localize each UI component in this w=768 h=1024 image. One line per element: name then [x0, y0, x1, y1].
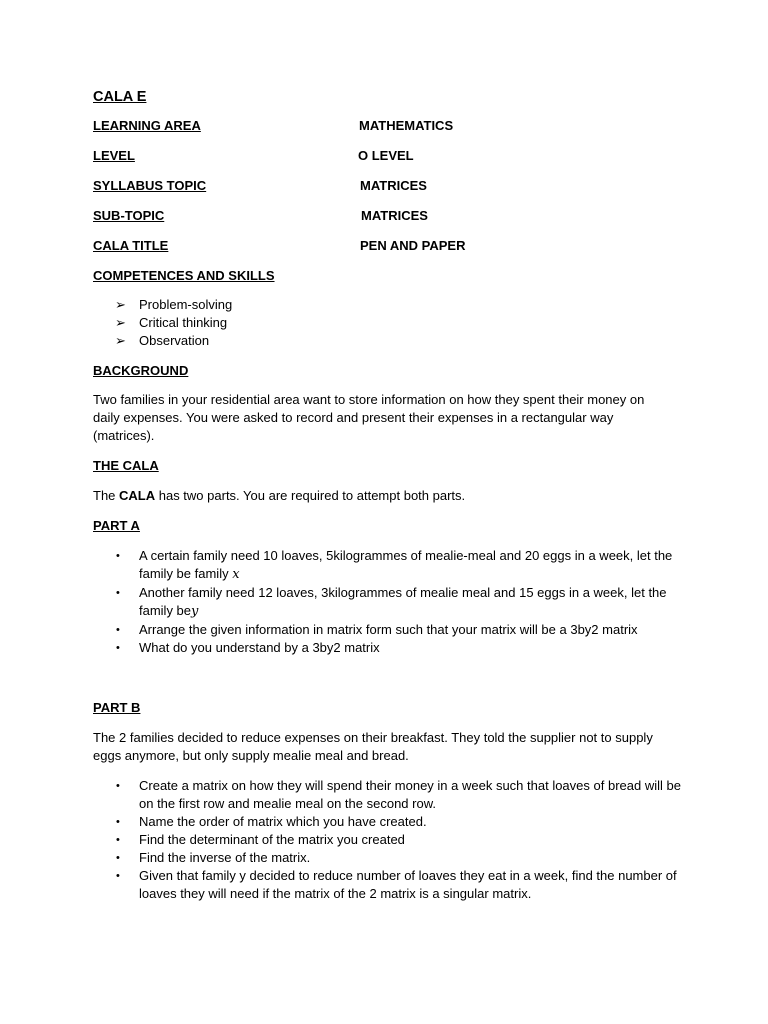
- part-b-list: [93, 777, 693, 903]
- list-item: [93, 867, 693, 903]
- dot-bullet-icon: •: [116, 550, 120, 562]
- info-label: SYLLABUS TOPIC: [93, 178, 207, 193]
- list-item-text: Critical thinking: [139, 315, 228, 330]
- info-value: MATHEMATICS: [359, 118, 454, 133]
- document-page: [93, 88, 693, 903]
- the-cala-heading: THE CALA: [93, 458, 159, 473]
- list-item: [93, 547, 693, 584]
- dot-bullet-icon: •: [116, 780, 120, 792]
- math-variable: x: [232, 567, 240, 582]
- math-variable: y: [191, 604, 199, 619]
- list-item: [93, 621, 693, 639]
- info-value: MATRICES: [361, 208, 428, 223]
- arrow-bullet-icon: ➢: [115, 315, 126, 330]
- competences-heading: COMPETENCES AND SKILLS: [93, 268, 275, 283]
- list-item: [93, 314, 693, 332]
- list-item-text: Find the inverse of the matrix.: [139, 850, 311, 865]
- list-item-text: Find the determinant of the matrix you created: [139, 832, 405, 847]
- document-title: CALA E: [93, 89, 147, 105]
- list-item: [93, 332, 693, 350]
- info-row-learning-area: [93, 117, 693, 147]
- list-item-text: Observation: [139, 333, 210, 348]
- list-item: [93, 849, 693, 867]
- part-a-heading: PART A: [93, 518, 140, 533]
- list-item-text: Arrange the given information in matrix form such that your matrix will be a 3by2 matrix: [139, 622, 638, 637]
- list-item: [93, 831, 693, 849]
- competences-list: [93, 296, 693, 350]
- dot-bullet-icon: •: [116, 834, 120, 846]
- part-b-paragraph: The 2 families decided to reduce expenses on their breakfast. They told the supplier not to supply eggs anymore, but only supply mealie meal and bread.: [93, 730, 653, 763]
- list-item-text: Name the order of matrix which you have created.: [139, 814, 427, 829]
- info-label: LEVEL: [93, 148, 135, 163]
- info-row-cala-title: [93, 237, 693, 267]
- dot-bullet-icon: •: [116, 870, 120, 882]
- background-paragraph: Two families in your residential area want to store information on how they spent their money on daily expenses. You were asked to record and present their expenses in a rectangular way (matrices).: [93, 392, 645, 443]
- list-item: [93, 813, 693, 831]
- part-a-list: [93, 547, 693, 657]
- info-label: LEARNING AREA: [93, 118, 201, 133]
- text-segment: has two parts. You are required to attempt both parts.: [155, 488, 466, 503]
- list-item-text: A certain family need 10 loaves, 5kilogrammes of mealie-meal and 20 eggs in a week, let the family be family: [139, 548, 673, 581]
- dot-bullet-icon: •: [116, 624, 120, 636]
- info-label: SUB-TOPIC: [93, 208, 165, 223]
- info-value: MATRICES: [360, 178, 427, 193]
- background-heading: BACKGROUND: [93, 363, 189, 378]
- the-cala-paragraph: [93, 487, 693, 505]
- info-row-syllabus-topic: [93, 177, 693, 207]
- info-label: CALA TITLE: [93, 238, 169, 253]
- list-item-text: Create a matrix on how they will spend their money in a week such that loaves of bread will be on the first row and mealie meal on the second row.: [139, 778, 681, 811]
- list-item-text: Given that family y decided to reduce number of loaves they eat in a week, find the number of loaves they will need if the matrix of the 2 matrix is a singular matrix.: [139, 868, 677, 901]
- info-value: PEN AND PAPER: [360, 238, 466, 253]
- list-item: [93, 777, 693, 813]
- dot-bullet-icon: •: [116, 642, 120, 654]
- info-value: O LEVEL: [358, 148, 414, 163]
- dot-bullet-icon: •: [116, 816, 120, 828]
- arrow-bullet-icon: ➢: [115, 297, 126, 312]
- list-item-text: What do you understand by a 3by2 matrix: [139, 640, 380, 655]
- part-b-heading: PART B: [93, 700, 141, 715]
- dot-bullet-icon: •: [116, 852, 120, 864]
- list-item: [93, 584, 693, 621]
- list-item-text: Problem-solving: [139, 297, 233, 312]
- info-row-sub-topic: [93, 207, 693, 237]
- list-item: [93, 639, 693, 657]
- list-item: [93, 296, 693, 314]
- text-segment: The: [93, 488, 120, 503]
- list-item-text: Another family need 12 loaves, 3kilogrammes of mealie meal and 15 eggs in a week, let the family be: [139, 585, 667, 618]
- bold-term: CALA: [119, 488, 156, 503]
- dot-bullet-icon: •: [116, 587, 120, 599]
- arrow-bullet-icon: ➢: [115, 333, 126, 348]
- info-row-level: [93, 147, 693, 177]
